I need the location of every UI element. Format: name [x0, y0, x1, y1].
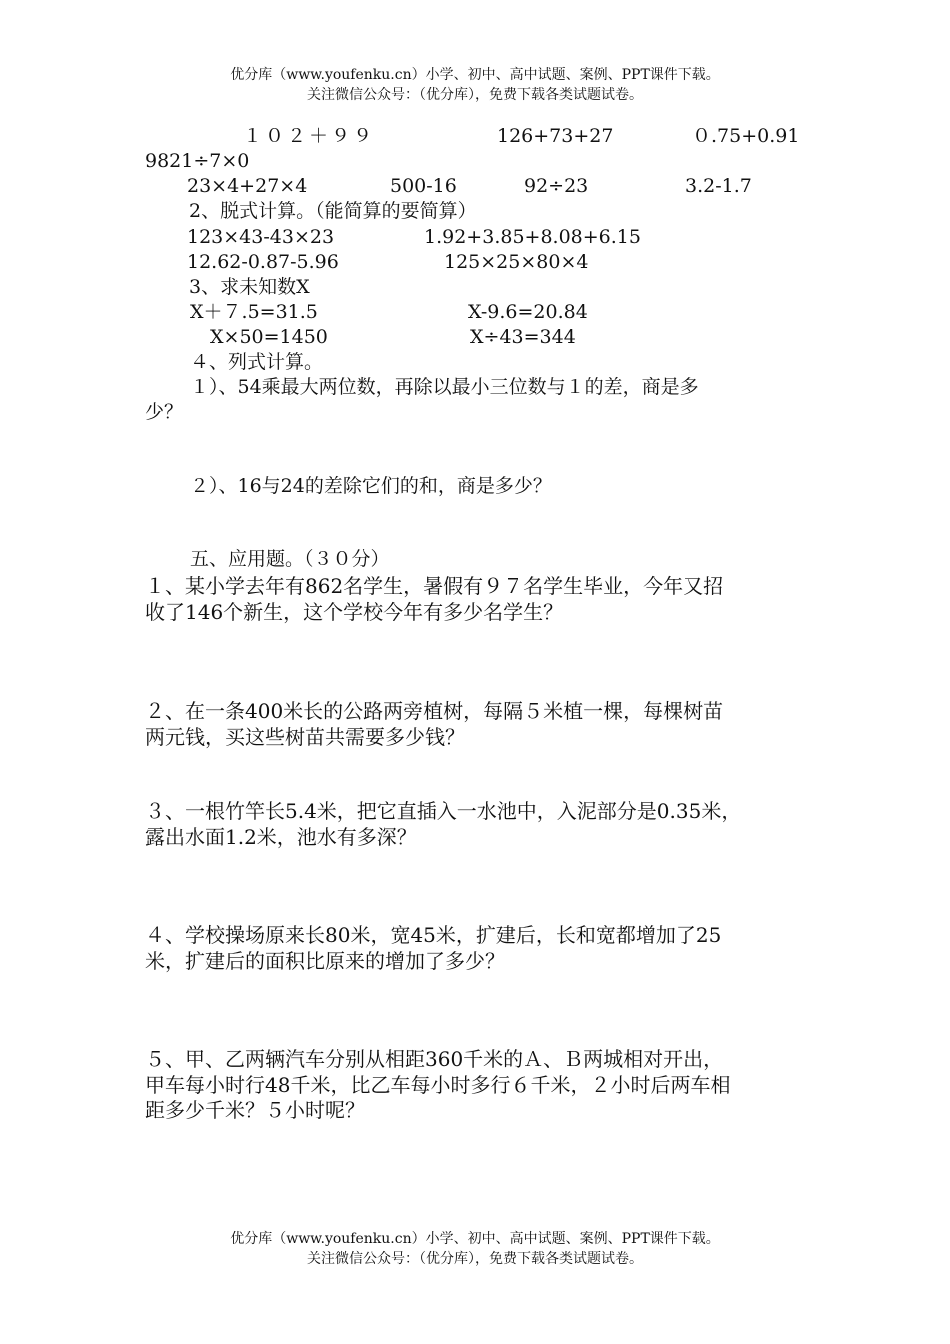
problem-4-line-2: 米，扩建后的面积比原来的增加了多少？	[145, 949, 505, 973]
section2-item-1: 123×43-43×23	[187, 226, 335, 248]
problem-2-line-2: 两元钱，买这些树苗共需要多少钱？	[145, 725, 465, 749]
section2-item-2: 1.92+3.85+8.08+6.15	[424, 226, 641, 248]
oral-calc-5: 23×4+27×4	[187, 175, 308, 197]
problem-5-line-3: 距多少千米？５小时呢？	[145, 1098, 365, 1122]
section4-title: ４、列式计算。	[190, 351, 324, 373]
oral-calc-4: 9821÷7×0	[145, 150, 250, 172]
problem-5-line-2: 甲车每小时行48千米，比乙车每小时多行６千米，２小时后两车相	[145, 1073, 731, 1097]
footer-line-2: 关注微信公众号：（优分库），免费下载各类试题试卷。	[307, 1251, 643, 1267]
oral-calc-1: １０２＋９９	[243, 125, 376, 147]
section3-title: 3、求未知数X	[189, 276, 310, 298]
section3-item-3: X×50=1450	[210, 326, 328, 348]
oral-calc-3: ０.75+0.91	[692, 125, 800, 147]
problem-1-line-2: 收了146个新生，这个学校今年有多少名学生？	[145, 600, 564, 624]
section3-item-4: X÷43=344	[470, 326, 576, 348]
section2-item-3: 12.62-0.87-5.96	[187, 251, 339, 273]
section3-item-2: X-9.6=20.84	[468, 301, 588, 323]
section5-title: 五、应用题。（３０分）	[190, 548, 390, 570]
section4-q1-line1: １）、54乘最大两位数，再除以最小三位数与１的差，商是多	[190, 376, 699, 398]
oral-calc-7: 92÷23	[524, 175, 589, 197]
section4-q2: ２）、16与24的差除它们的和，商是多少？	[190, 475, 552, 497]
section2-title: 2、脱式计算。（能简算的要简算）	[189, 200, 477, 222]
section3-item-1: X＋７.5=31.5	[190, 301, 318, 323]
problem-3-line-1: ３、一根竹竿长5.4米，把它直插入一水池中，入泥部分是0.35米，	[145, 799, 742, 823]
header-line-1: 优分库（www.youfenku.cn）小学、初中、高中试题、案例、PPT课件下载。	[230, 67, 720, 83]
section2-item-4: 125×25×80×4	[444, 251, 589, 273]
oral-calc-2: 126+73+27	[497, 125, 614, 147]
problem-2-line-1: ２、在一条400米长的公路两旁植树，每隔５米植一棵，每棵树苗	[145, 699, 724, 723]
header-line-2: 关注微信公众号：（优分库），免费下载各类试题试卷。	[307, 87, 643, 103]
problem-1-line-1: １、某小学去年有862名学生，暑假有９７名学生毕业，今年又招	[145, 574, 724, 598]
footer-line-1: 优分库（www.youfenku.cn）小学、初中、高中试题、案例、PPT课件下载。	[230, 1231, 720, 1247]
section4-q1-line2: 少？	[145, 401, 184, 423]
problem-4-line-1: ４、学校操场原来长80米，宽45米，扩建后，长和宽都增加了25	[145, 923, 722, 947]
problem-5-line-1: ５、甲、乙两辆汽车分别从相距360千米的Ａ、Ｂ两城相对开出，	[145, 1047, 724, 1071]
oral-calc-8: 3.2-1.7	[685, 175, 752, 197]
problem-3-line-2: 露出水面1.2米，池水有多深？	[145, 825, 417, 849]
oral-calc-6: 500-16	[390, 175, 457, 197]
